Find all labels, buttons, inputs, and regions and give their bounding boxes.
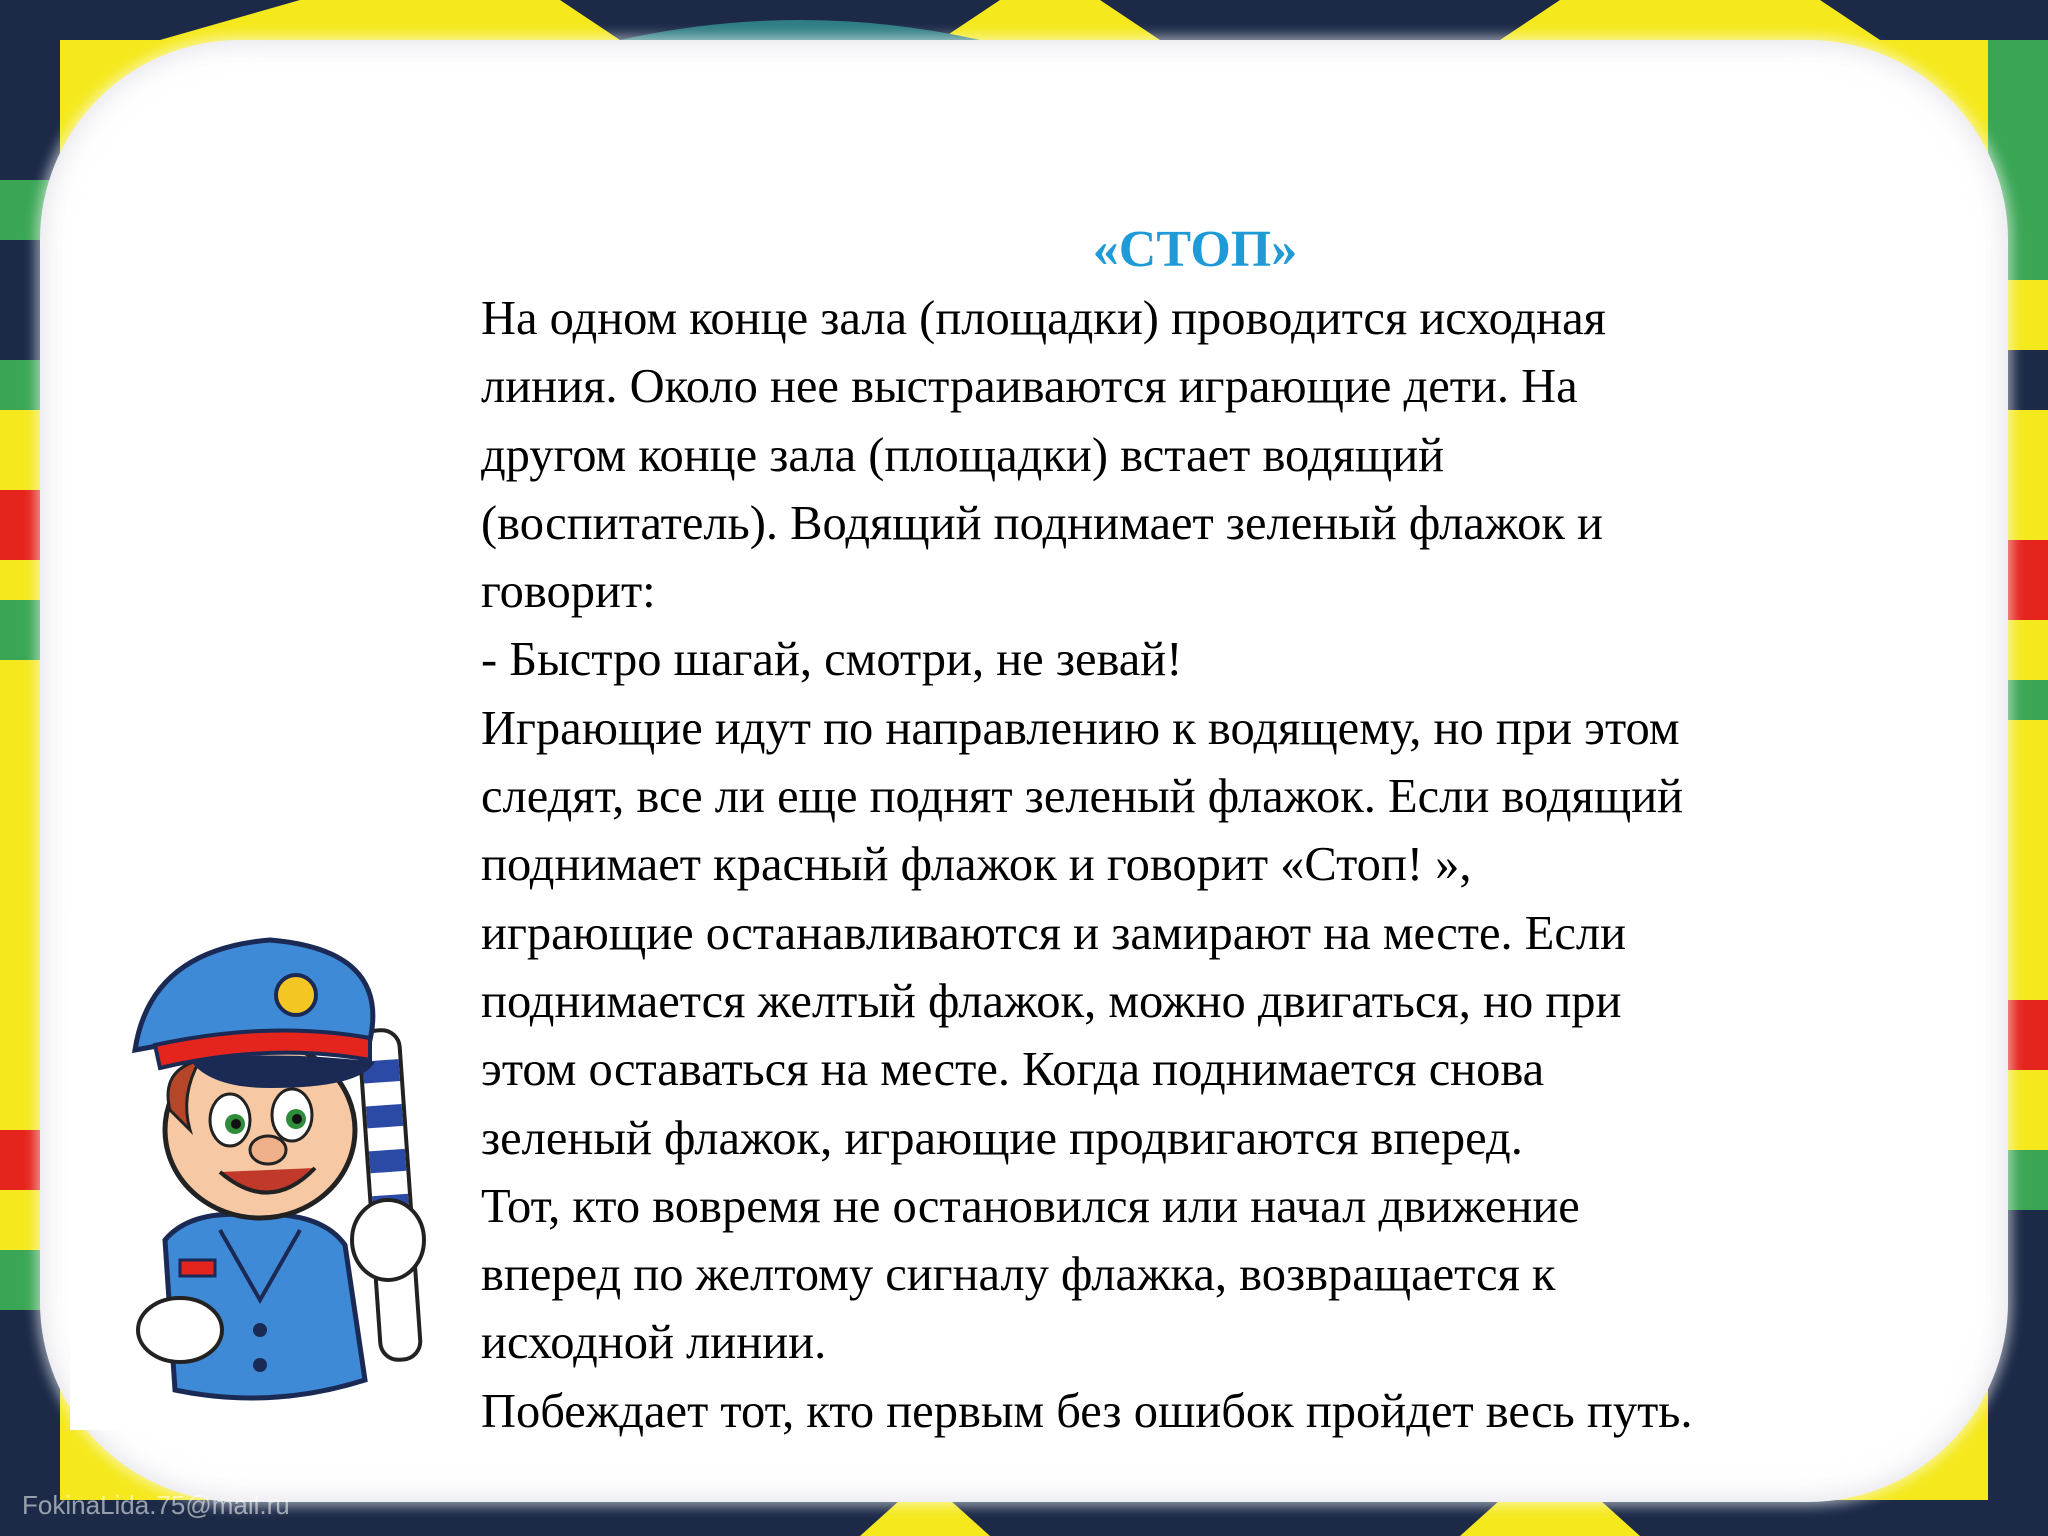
slide-title: «СТОП» [1092, 221, 1298, 278]
text-line: поднимает красный флажок и говорит «Стоп! », [481, 838, 1472, 892]
text-line: другом конце зала (площадки) встает водящий [481, 428, 1445, 482]
watermark: FokinaLida.75@mail.ru [22, 1490, 290, 1520]
text-line: - Быстро шагай, смотри, не зевай! [481, 633, 1183, 687]
text-line: Играющие идут по направлению к водящему, но при этом [481, 701, 1680, 755]
text-line: этом оставаться на месте. Когда поднимается снова [481, 1043, 1545, 1097]
text-line: зеленый флажок, играющие продвигаются вперед. [481, 1111, 1523, 1165]
text-line: Побеждает тот, кто первым без ошибок пройдет весь путь. [481, 1384, 1693, 1438]
text-line: поднимается желтый флажок, можно двигаться, но при [481, 974, 1622, 1028]
text-line: вперед по желтому сигналу флажка, возвращается к [481, 1248, 1556, 1302]
text-line: говорит: [481, 565, 656, 619]
traffic-police-boy-illustration [70, 910, 460, 1430]
text-line: следят, все ли еще поднят зеленый флажок. Если водящий [481, 770, 1684, 824]
text-line: Тот, кто вовремя не остановился или начал движение [481, 1179, 1580, 1233]
text-line: играющие останавливаются и замирают на месте. Если [481, 906, 1627, 960]
striped-baton-icon [359, 1029, 422, 1361]
text-line: линия. Около нее выстраиваются играющие дети. На [481, 360, 1578, 414]
text-line: исходной линии. [481, 1316, 827, 1370]
text-line: (воспитатель). Водящий поднимает зеленый флажок и [481, 496, 1603, 550]
game-description [481, 285, 1921, 1446]
text-line: На одном конце зала (площадки) проводится исходная [481, 292, 1606, 345]
